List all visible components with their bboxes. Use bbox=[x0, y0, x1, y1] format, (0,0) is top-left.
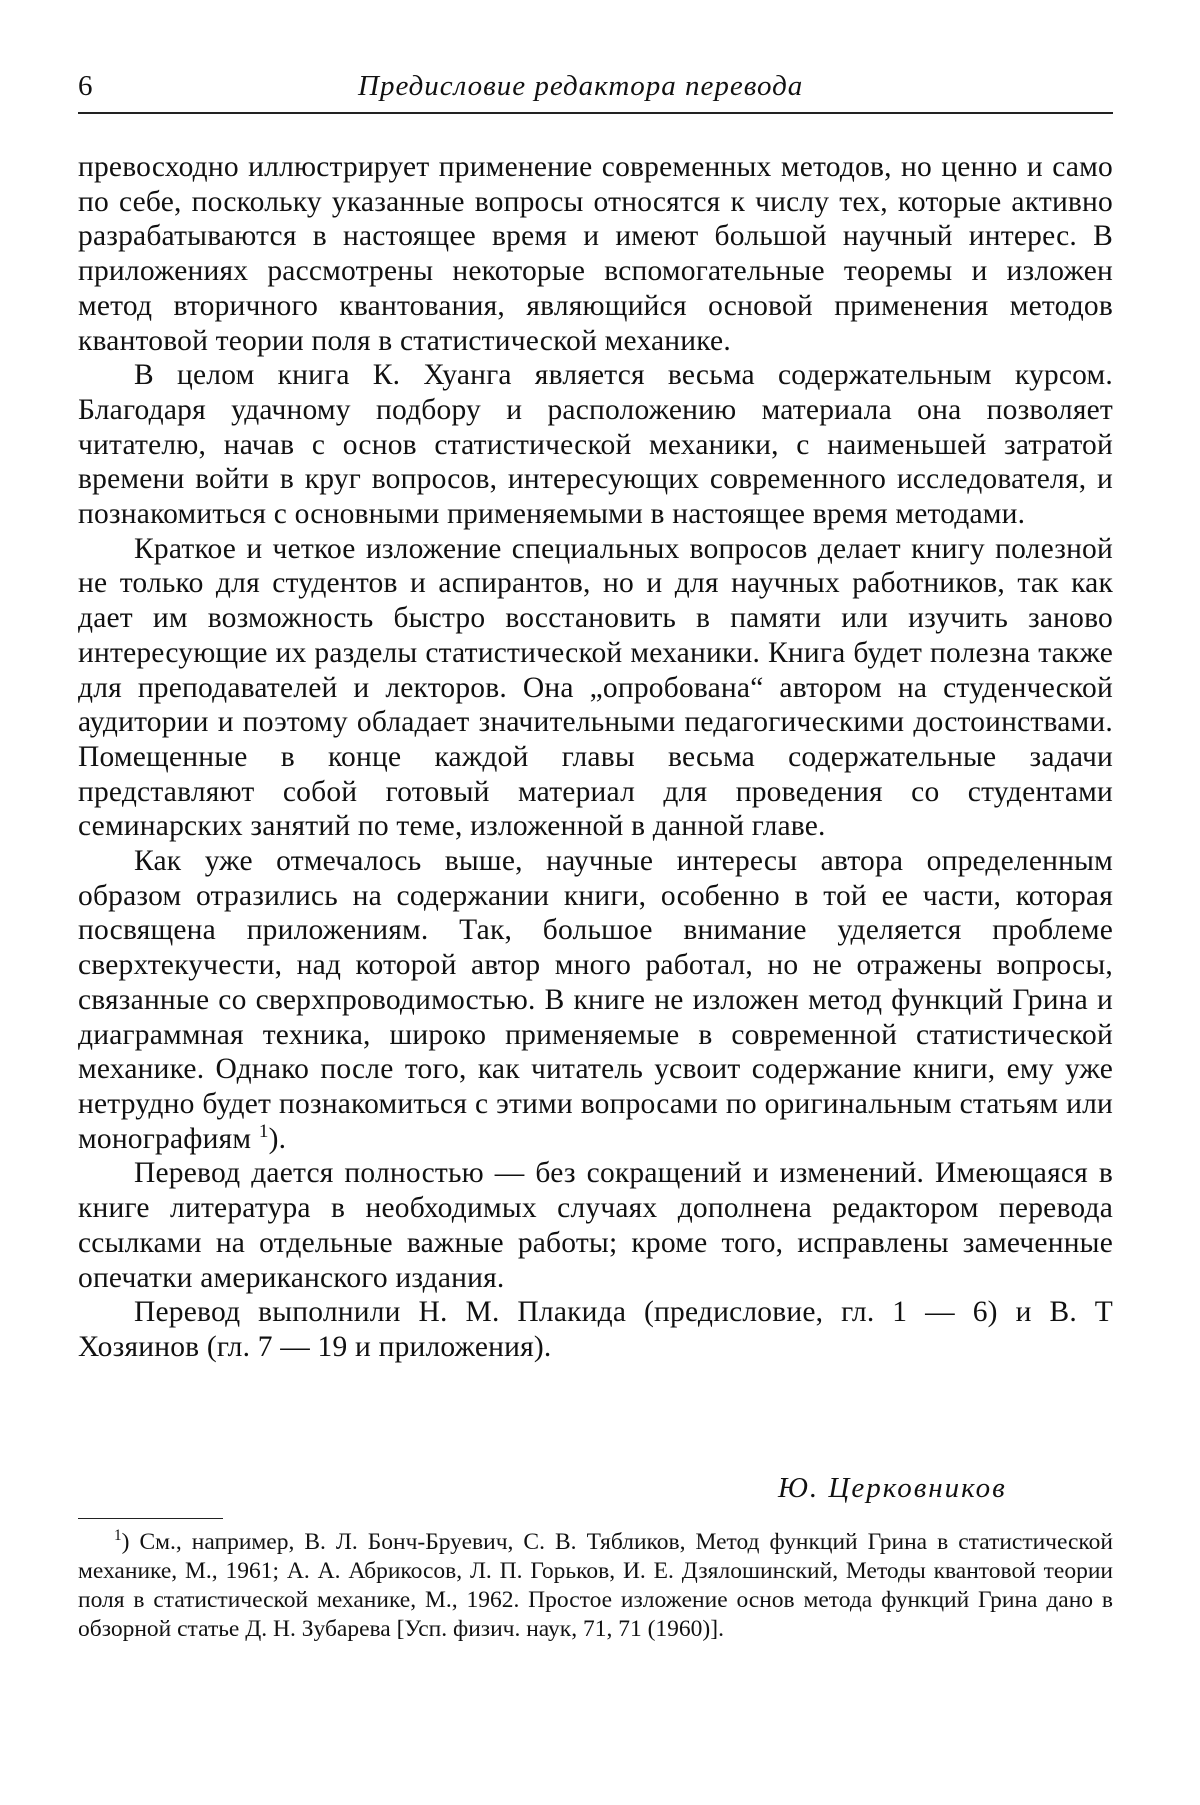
book-page bbox=[78, 0, 1113, 1805]
paragraph-3: Краткое и четкое изложение специальных вопросов делает книгу полезной не только для студентов и аспирантов, но и для научных работников, так как дает им возможность быстро восстановить в памяти или изучить заново интересующие их разделы статистической механики. Книга будет полезна также для преподавателей и лекторов. Она „опробована“ автором на студенческой аудитории и поэтому обладает значительными педагогическими достоинствами. Помещенные в конце каждой главы весьма содержательные задачи представляют собой готовый материал для проведения со студентами семинарских занятий по теме, изложенной в данной главе. bbox=[78, 532, 1113, 843]
paragraph-4 bbox=[78, 844, 1113, 1156]
editor-signature: Ю. Церковников bbox=[778, 1472, 1007, 1504]
paragraph-1: превосходно иллюстрирует применение современных методов, но ценно и само по себе, поскольку указанные вопросы относятся к числу тех, которые активно разрабатываются в настоящее время и имеют большой научный интерес. В приложениях рассмотрены некоторые вспомогательные теоремы и изложен метод вторичного квантования, являющийся основой применения методов квантовой теории поля в статистической механике. bbox=[78, 151, 1113, 357]
footnote-text: ) См., например, В. Л. Бонч-Бруевич, С. В. Тябликов, Метод функций Грина в статистической механике, М., 1961; А. А. Абрикосов, Л. П. Горьков, И. Е. Дзялошинский, Методы квантовой теории поля в статистической механике, М., 1962. Простое изложение основ метода функций Грина дано в обзорной статье Д. Н. Зубарева [Усп. физич. наук, 71, 71 (1960)]. bbox=[78, 1529, 1113, 1642]
paragraph-6: Перевод выполнили Н. М. Плакида (предисловие, гл. 1 — 6) и В. Т Хозяинов (гл. 7 — 19 и приложения). bbox=[78, 1296, 1113, 1363]
footnote-marker: 1 bbox=[114, 1527, 122, 1545]
page-number: 6 bbox=[78, 70, 93, 102]
page-header bbox=[78, 70, 1113, 120]
header-rule bbox=[78, 112, 1113, 114]
footnote-reference: 1 bbox=[258, 1120, 269, 1142]
running-title: Предисловие редактора перевода bbox=[358, 70, 804, 102]
footnote bbox=[78, 1528, 1113, 1644]
paragraph-4-text: Как уже отмечалось выше, научные интересы автора определенным образом отразились на содержании книги, особенно в той ее части, которая посвящена приложениям. Так, большое внимание уделяется проблеме сверхтекучести, над которой автор много работал, но не отражены вопросы, связанные со сверхпроводимостью. В книге не изложен метод функций Грина и диаграммная техника, широко применяемые в современной статистической механике. Однако после того, как читатель усвоит содержание книги, ему уже нетрудно будет познакомиться с этими вопросами по оригинальным статьям или монографиям bbox=[78, 845, 1113, 1155]
paragraph-2: В целом книга К. Хуанга является весьма содержательным курсом. Благодаря удачному подбору и расположению материала она позволяет читателю, начав с основ статистической механики, с наименьшей затратой времени войти в круг вопросов, интересующих современного исследователя, и познакомиться с основными применяемыми в настоящее время методами. bbox=[78, 359, 1113, 531]
body-text bbox=[78, 150, 1113, 1365]
paragraph-5: Перевод дается полностью — без сокращений и изменений. Имеющаяся в книге литература в необходимых случаях дополнена редактором перевода ссылками на отдельные важные работы; кроме того, исправлены замеченные опечатки американского издания. bbox=[78, 1157, 1113, 1294]
footnote-reference-tail: ). bbox=[268, 1122, 287, 1155]
footnote-rule bbox=[78, 1518, 223, 1519]
